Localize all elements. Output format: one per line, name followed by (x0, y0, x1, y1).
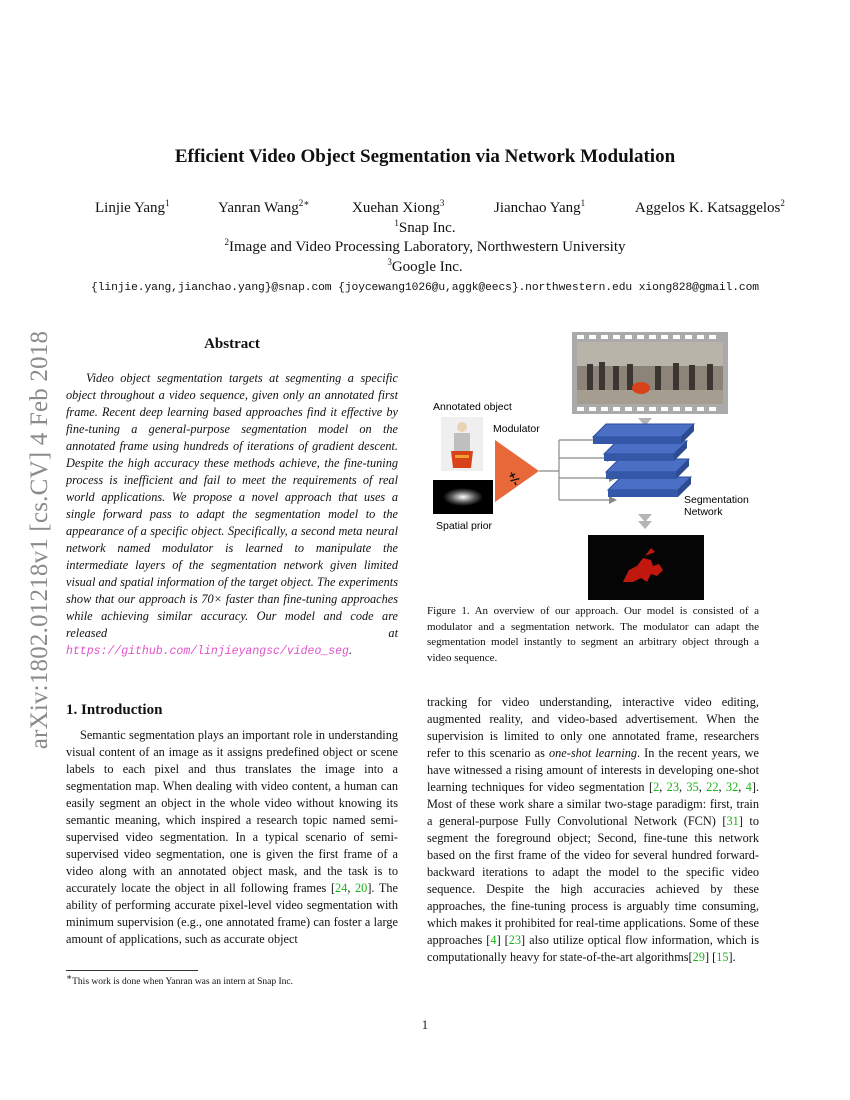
arrow-down-icon (638, 514, 652, 529)
author: Xuehan Xiong$^3$ (352, 198, 445, 216)
abstract-heading: Abstract (204, 336, 260, 352)
author: Jianchao Yang$^1$ (494, 198, 586, 216)
footnote-rule (66, 970, 198, 971)
figure-caption: Figure 1. An overview of our approach. Our model is consisted of a modulator and a segmentation network. The modulator can adapt the segmentation model instantly to segment an arbitrary object through a video sequence. (427, 605, 759, 664)
abstract-body: Video object segmentation targets at segmenting a specific object throughout a video sequence, given only an annotated first frame. Recent deep learning based approaches find it effective by fine-tuning a general-purpose segmentation model on the annotated frame using hundreds of iterations of gradient descent. Despite the high accuracy these methods achieve, the fine-tuning process is inefficient and fail to meet the requirements of real world applications. We propose a novel approach that uses a single forward pass to adapt the segmentation model to the appearance of a specific object. Specifically, a second meta neural network named modulator is learned to manipulate the intermediate layers of the segmentation network given limited visual and spatial information of the target object. The experiments show that our approach is 70× faster than fine-tuning approaches while achieving similar accuracy. Our model and code are released at https://github.com/linjieyangsc/video_seg. (66, 371, 398, 658)
citation-link[interactable]: 15 (716, 950, 729, 964)
arxiv-stamp (20, 300, 60, 780)
author: Linjie Yang$^1$ (95, 198, 170, 216)
citation-link[interactable]: 23 (508, 933, 522, 947)
citation-link[interactable]: 23 (666, 780, 679, 794)
citation-link[interactable]: 4 (490, 933, 497, 947)
citation-link[interactable]: 20 (355, 881, 368, 895)
footnote: ∗This work is done when Yanran was an intern at Snap Inc. (66, 972, 293, 988)
modulator-label: Modulator (493, 423, 540, 435)
network-label: Network (684, 506, 723, 518)
figure-1 (427, 330, 767, 602)
annotated-object-image (441, 417, 483, 471)
citation-link[interactable]: 32 (725, 780, 739, 794)
paper-title: Efficient Video Object Segmentation via Network Modulation (174, 146, 676, 167)
affiliation: $^1$Snap Inc. (394, 218, 456, 236)
video-frame-icon (572, 332, 728, 414)
output-mask-image (588, 535, 704, 600)
citation-link[interactable]: 29 (692, 950, 705, 964)
page-number: 1 (421, 1018, 429, 1032)
author: Yanran Wang$^{2∗}$ (218, 198, 310, 216)
code-link[interactable]: https://github.com/linjieyangsc/video_seg (66, 645, 349, 658)
segmentation-label: Segmentation (684, 494, 749, 506)
spatial-prior-image (433, 480, 493, 514)
affiliation: $^2$Image and Video Processing Laboratory, Northwestern University (224, 237, 626, 255)
spatial-prior-label: Spatial prior (436, 520, 493, 532)
citation-link[interactable]: 31 (726, 814, 739, 828)
modulator-symbol: +/- (504, 469, 524, 488)
author-emails: {linjie.yang,jianchao.yang}@snap.com {joycewang1026@u,aggk@eecs}.northwestern.edu xiong828@gmail.com (91, 282, 759, 294)
abstract-text: Video object segmentation targets at segmenting a specific object throughout a video sequence, given only an annotated first frame. Recent deep learning based approaches find it effective by fine-tuning a general-purpose segmentation model on the annotated frame using hundreds of iterations of gradient descent. Despite the high accuracy these methods achieve, the fine-tuning process is inefficient and fail to meet the requirements of real world applications. We propose a novel approach that uses a single forward pass to adapt the segmentation model to the appearance of a specific object. Specifically, a second meta neural network named modulator is learned to manipulate the intermediate layers of the segmentation network given limited visual and spatial information of the target object. The experiments show that our approach is 70× faster than fine-tuning approaches while achieving similar accuracy. Our model and code are released at (66, 371, 398, 640)
author: Aggelos K. Katsaggelos$^2$ (635, 198, 785, 216)
citation-link[interactable]: 2 (653, 780, 660, 794)
citation-link[interactable]: 24 (335, 881, 348, 895)
figure-diagram (427, 330, 767, 602)
introduction-right-column: tracking for video understanding, interactive video editing, augmented reality, and video-based advertisement. When the supervision is limited to only one annotated frame, researchers refer to this scenario as one-shot learning. In the recent years, we have witnessed a rising amount of interests in developing one-shot learning techniques for video segmentation [2, 23, 35, 22, 32, 4]. Most of these work share a similar two-stage paradigm: first, train a general-purpose Fully Convolutional Network (FCN) [31] to segment the foreground object; Second, fine-tune this network based on the first frame of the video for several hundred forward-backward iterations to adapt the model to the specific video sequence. Despite the high accuracies achieved by these approaches, the fine-tuning process is arguably time consuming, which makes it prohibited for real-time applications. Some of these approaches [4] [23] also utilize optical flow information, which is computationally heavy for state-of-the-art algorithms[29] [15]. (427, 695, 760, 964)
citation-link[interactable]: 22 (706, 780, 719, 794)
affiliation: $^3$Google Inc. (387, 257, 463, 275)
modulator-connections (539, 440, 609, 500)
citation-link[interactable]: 4 (745, 780, 752, 794)
introduction-left-column: Semantic segmentation plays an important role in understanding visual content of an image as it assigns predefined object or scene labels to each pixel and thus translates the image into a segmentation map. When dealing with video content, a human can easily segment an object in the whole video without knowing its semantic meaning, which inspired a research topic named semi-supervised video segmentation. In a typical scenario of semi-supervised video segmentation, one is given the first frame of a video along with an annotated object mask, and the task is to accurately locate the object in all following frames [24, 20]. The ability of performing accurate pixel-level video segmentation with minimum supervision (e.g., one annotated frame) can foster a large amount of applications, such as accurate object (66, 728, 399, 946)
annotated-object-label: Annotated object (433, 401, 512, 413)
segmentation-network-block (593, 424, 694, 497)
section-heading-introduction: 1. Introduction (66, 702, 163, 718)
arxiv-stamp-text: arXiv:1802.01218v1 [cs.CV] 4 Feb 2018 (26, 330, 53, 750)
citation-link[interactable]: 35 (686, 780, 699, 794)
